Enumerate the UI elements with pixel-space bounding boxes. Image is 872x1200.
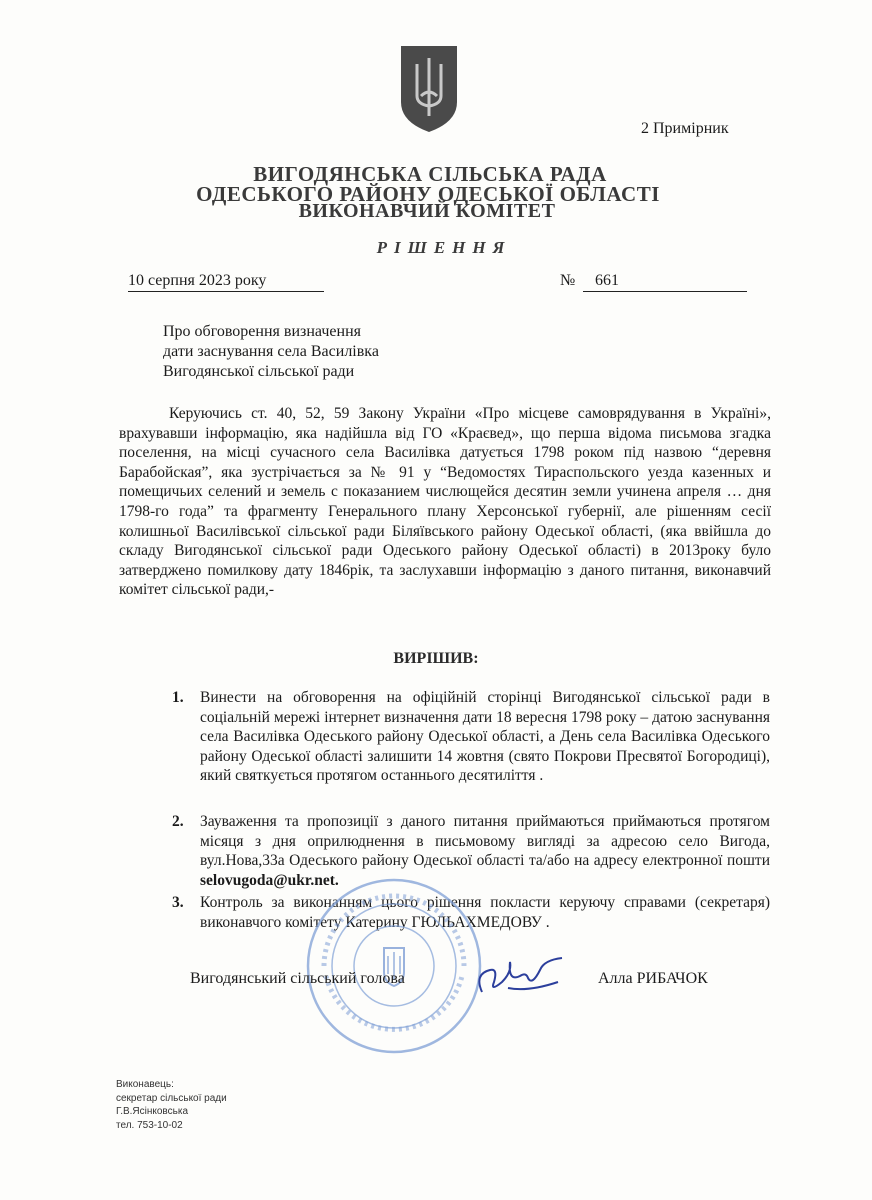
item-number: 2. — [172, 813, 184, 830]
item-text: Винести на обговорення на офіційній сторінці Вигодянської сільської ради в соціальній мережі інтернет визначення дати 18 вересня 1798 року – датою заснування села Василівка Одеського району Одеської області, а День села Василівка Одеського району Одеської області залишити 14 жовтня (свято Покрови Пресвятої Богородиці), який святкується протягом останнього десятиліття . — [200, 689, 770, 785]
handwritten-signature — [468, 952, 568, 1000]
committee-name: ВИКОНАВЧИЙ КОМІТЕТ — [298, 200, 556, 222]
resolution-item — [172, 688, 770, 786]
number-sign: № — [560, 272, 576, 289]
subject-line: Вигодянської сільської ради — [163, 363, 355, 380]
preamble-paragraph: Керуючись ст. 40, 52, 59 Закону України «Про місцеве самоврядування в Україні», врахувавши інформацію, яка надійшла від ГО «Краєвед», що перша відома письмова згадка поселення, на місці сучасного села Василівка датується 1798 роком під назвою “деревня Барабойская”, яка зустрічається за № 91 у “Ведомостях Тираспольского уезда казенных и помещичьих селений и земель с показанием числющейся десятин земли учинена апреля … дня 1798-го года” та фрагменту Генерального плану Херсонської губернії, але рішенням сесії колишньої Василівської сільської ради Біляївського району Одеської області, (яка ввійшла до складу Вигодянської сільської ради Одеського району Одеської області) в 2013року було затверджено помилкову дату 1846рік, та заслухавши інформацію з даного питання, виконавчий комітет сільської ради,- — [119, 405, 771, 599]
item-number: 3. — [172, 894, 184, 911]
executor-phone: тел. 753-10-02 — [116, 1119, 183, 1131]
email-address[interactable]: selovugoda@ukr.net. — [200, 871, 339, 889]
decision-date: 10 серпня 2023 року — [128, 272, 324, 292]
subject-line: дати заснування села Василівка — [163, 343, 379, 360]
item-text: Контроль за виконанням цього рішення покласти керуючу справами (секретаря) виконавчого комітету Катерину ГЮЛЬАХМЕДОВУ . — [200, 894, 770, 931]
subject-line: Про обговорення визначення — [163, 323, 361, 340]
executor-position: секретар сільської ради — [116, 1092, 227, 1104]
item-text: Зауваження та пропозиції з даного питання приймаються приймаються протягом місяця з дня оприлюднення в письмовому вигляді за адресою село Вигода, вул.Нова,33а Одеського району Одеської області та/або на адресу електронної пошти — [200, 813, 770, 870]
executor-block — [116, 1078, 227, 1132]
executor-name: Г.В.Ясінковська — [116, 1106, 189, 1117]
document-type-title: РІШЕННЯ — [376, 238, 512, 257]
signatory-name: Алла РИБАЧОК — [598, 970, 708, 987]
coat-of-arms-icon — [399, 44, 459, 134]
signatory-title: Вигодянський сільський голова — [190, 970, 405, 987]
resolved-heading: ВИРІШИВ: — [393, 650, 479, 667]
executor-label: Виконавець: — [116, 1079, 174, 1090]
council-name: ВИГОДЯНСЬКА СІЛЬСЬКА РАДА — [253, 162, 607, 186]
copy-number-label: 2 Примірник — [641, 120, 729, 137]
official-stamp — [304, 876, 484, 1056]
district-name: ОДЕСЬКОГО РАЙОНУ ОДЕСЬКОЇ ОБЛАСТІ — [196, 182, 660, 206]
item-text-container — [200, 812, 770, 890]
decision-number: 661 — [583, 272, 747, 292]
item-number: 1. — [172, 689, 184, 706]
